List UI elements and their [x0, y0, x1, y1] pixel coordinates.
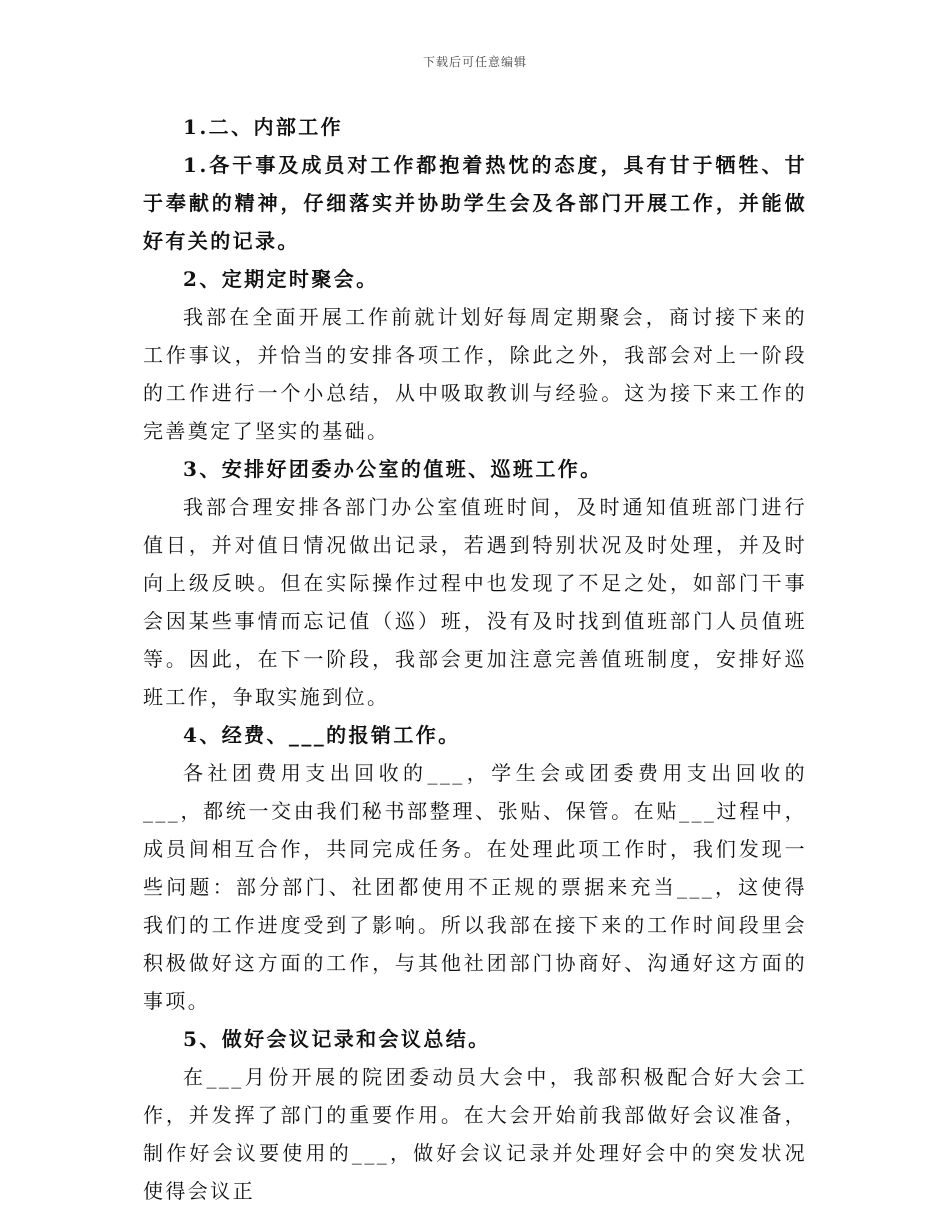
body-paragraph: 在___月份开展的院团委动员大会中，我部积极配合好大会工作，并发挥了部门的重要作用。在大会开始前我部做好会议准备，制作好会议要使用的___，做好会议记录并处理好会中的突发状况使得会议正 — [143, 1065, 807, 1203]
body-paragraph: 我部合理安排各部门办公室值班时间，及时通知值班部门进行值日，并对值日情况做出记录，若遇到特别状况及时处理，并及时向上级反映。但在实际操作过程中也发现了不足之处，如部门干事会因某些事情而忘记值（巡）班，没有及时找到值班部门人员值班等。因此，在下一阶段，我部会更加注意完善值班制度，安排好巡班工作，争取实施到位。 — [143, 495, 807, 709]
section-heading: 4、经费、___的报销工作。 — [183, 723, 461, 747]
header-note: 下载后可任意编辑 — [422, 55, 527, 69]
section-heading: 2、定期定时聚会。 — [183, 267, 379, 291]
section-heading: 3、安排好团委办公室的值班、巡班工作。 — [183, 457, 603, 481]
body-paragraph: 各社团费用支出回收的___，学生会或团委费用支出回收的___，都统一交由我们秘书部整理、张贴、保管。在贴___过程中，成员间相互合作，共同完成任务。在处理此项工作时，我们发现一些问题：部分部门、社团都使用不正规的票据来充当___，这使得我们的工作进度受到了影响。所以我部在接下来的工作时间段里会积极做好这方面的工作，与其他社团部门协商好、沟通好这方面的事项。 — [143, 761, 807, 1013]
body-paragraph: 1.各干事及成员对工作都抱着热忱的态度，具有甘于牺牲、甘于奉献的精神，仔细落实并协助学生会及各部门开展工作，并能做好有关的记录。 — [143, 153, 807, 253]
body-paragraph: 我部在全面开展工作前就计划好每周定期聚会，商讨接下来的工作事议，并恰当的安排各项工作，除此之外，我部会对上一阶段的工作进行一个小总结，从中吸取教训与经验。这为接下来工作的完善奠定了坚实的基础。 — [143, 305, 807, 443]
document-body — [143, 108, 807, 1210]
section-heading: 1.二、内部工作 — [183, 115, 344, 139]
section-heading: 5、做好会议记录和会议总结。 — [183, 1027, 491, 1051]
